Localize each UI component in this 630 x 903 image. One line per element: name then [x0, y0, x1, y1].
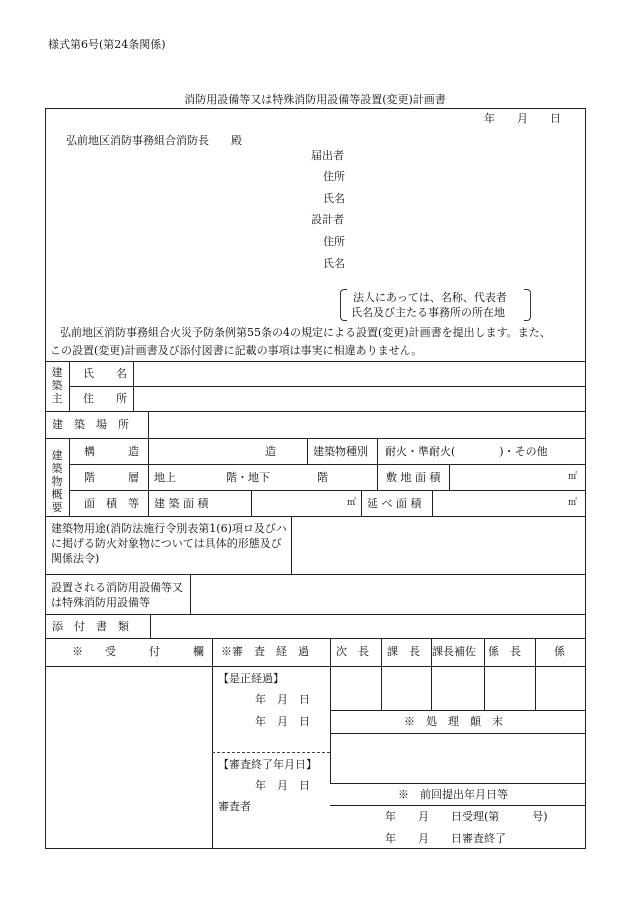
floors-end-label: 階 — [317, 471, 328, 484]
applicant-label: 届出者 — [311, 149, 344, 162]
area-label: 面 積 等 — [84, 497, 139, 510]
owner-group-label: 建築主 — [51, 366, 63, 405]
building-area-label: 建 築 面 積 — [154, 497, 209, 510]
approver-staff: 係 — [554, 645, 565, 658]
usage-input[interactable] — [292, 517, 585, 574]
usage-label: 建築物用途(消防法施行令別表第1(6)項ロ及びハに掲げる防火対象物については具体的形態及び関係法令) — [51, 522, 287, 565]
attachments-input[interactable] — [151, 615, 585, 638]
attachments-label: 添 付 書 類 — [52, 620, 129, 633]
site-area-label: 敷 地 面 積 — [386, 471, 441, 484]
correction-date-1[interactable]: 年 月 日 — [255, 693, 310, 706]
floors-mid-label: 階・地下 — [226, 471, 270, 484]
review-end-label: 【審査終了年月日】 — [218, 758, 317, 771]
owner-address-label: 住 所 — [83, 392, 127, 405]
site-input[interactable] — [149, 412, 585, 438]
review-end-date[interactable]: 年 月 日 — [255, 779, 310, 792]
previous-header: ※ 前回提出年月日等 — [398, 788, 508, 801]
total-floor-area-unit: ㎡ — [568, 498, 578, 508]
designer-address-label: 住所 — [323, 235, 345, 248]
correction-date-2[interactable]: 年 月 日 — [255, 715, 310, 728]
date-field[interactable]: 年 月 日 — [484, 112, 561, 125]
total-floor-area-label: 延 べ 面 積 — [367, 497, 422, 510]
owner-name-label: 氏 名 — [83, 367, 127, 380]
review-process-header: ※審 査 経 過 — [221, 645, 309, 658]
addressee: 弘前地区消防事務組合消防長 殿 — [66, 134, 242, 147]
processing-header: ※ 処 理 顛 末 — [404, 715, 503, 728]
corp-note-line2: 氏名及び主たる事務所の所在地 — [351, 306, 505, 319]
designer-name-label: 氏名 — [323, 257, 345, 270]
outline-group-label: 建築物概要 — [51, 449, 63, 514]
owner-name-input[interactable] — [134, 362, 585, 386]
site-area-unit: ㎡ — [568, 472, 578, 482]
floors-above-label: 地上 — [154, 471, 176, 484]
form-title: 消防用設備等又は特殊消防用設備等設置(変更)計画書 — [184, 93, 446, 106]
owner-address-input[interactable] — [134, 387, 585, 411]
declaration-line1: 弘前地区消防事務組合火災予防条例第55条の4の規定による設置(変更)計画書を提出します。また、 — [60, 326, 551, 339]
previous-received[interactable]: 年 月 日受理(第 号) — [385, 810, 548, 823]
left-bracket — [340, 289, 347, 321]
designer-label: 設計者 — [311, 213, 344, 226]
approver-section-chief: 課 長 — [387, 645, 420, 658]
declaration-line2: この設置(変更)計画書及び添付図書に記載の事項は事実に相違ありません。 — [50, 344, 423, 357]
corp-note-line1: 法人にあっては、名称、代表者 — [353, 291, 507, 304]
structure-suffix: 造 — [265, 445, 276, 458]
reviewer-label: 審査者 — [218, 800, 251, 813]
applicant-address-label: 住所 — [323, 170, 345, 183]
floors-label: 階 層 — [84, 471, 139, 484]
applicant-name-label: 氏名 — [323, 192, 345, 205]
building-type-label: 建築物種別 — [313, 445, 368, 458]
site-label: 建 築 場 所 — [52, 418, 129, 431]
approver-unit-chief: 係 長 — [488, 645, 521, 658]
approver-deputy-chief: 課長補佐 — [432, 645, 476, 658]
right-bracket — [524, 289, 531, 321]
building-area-unit: ㎡ — [347, 498, 357, 508]
previous-reviewed[interactable]: 年 月 日審査終了 — [385, 832, 506, 845]
correction-label: 【是正経過】 — [218, 672, 284, 685]
reception-header: ※ 受 付 欄 — [72, 645, 204, 658]
equipment-input[interactable] — [191, 575, 585, 614]
structure-label: 構 造 — [84, 445, 139, 458]
fireproof-options[interactable]: 耐火・準耐火( )・その他 — [385, 445, 548, 458]
equipment-label: 設置される消防用設備等又は特殊消防用設備等 — [51, 581, 183, 609]
form-number: 様式第6号(第24条関係) — [48, 38, 166, 51]
approver-vice-chief: 次 長 — [336, 645, 369, 658]
